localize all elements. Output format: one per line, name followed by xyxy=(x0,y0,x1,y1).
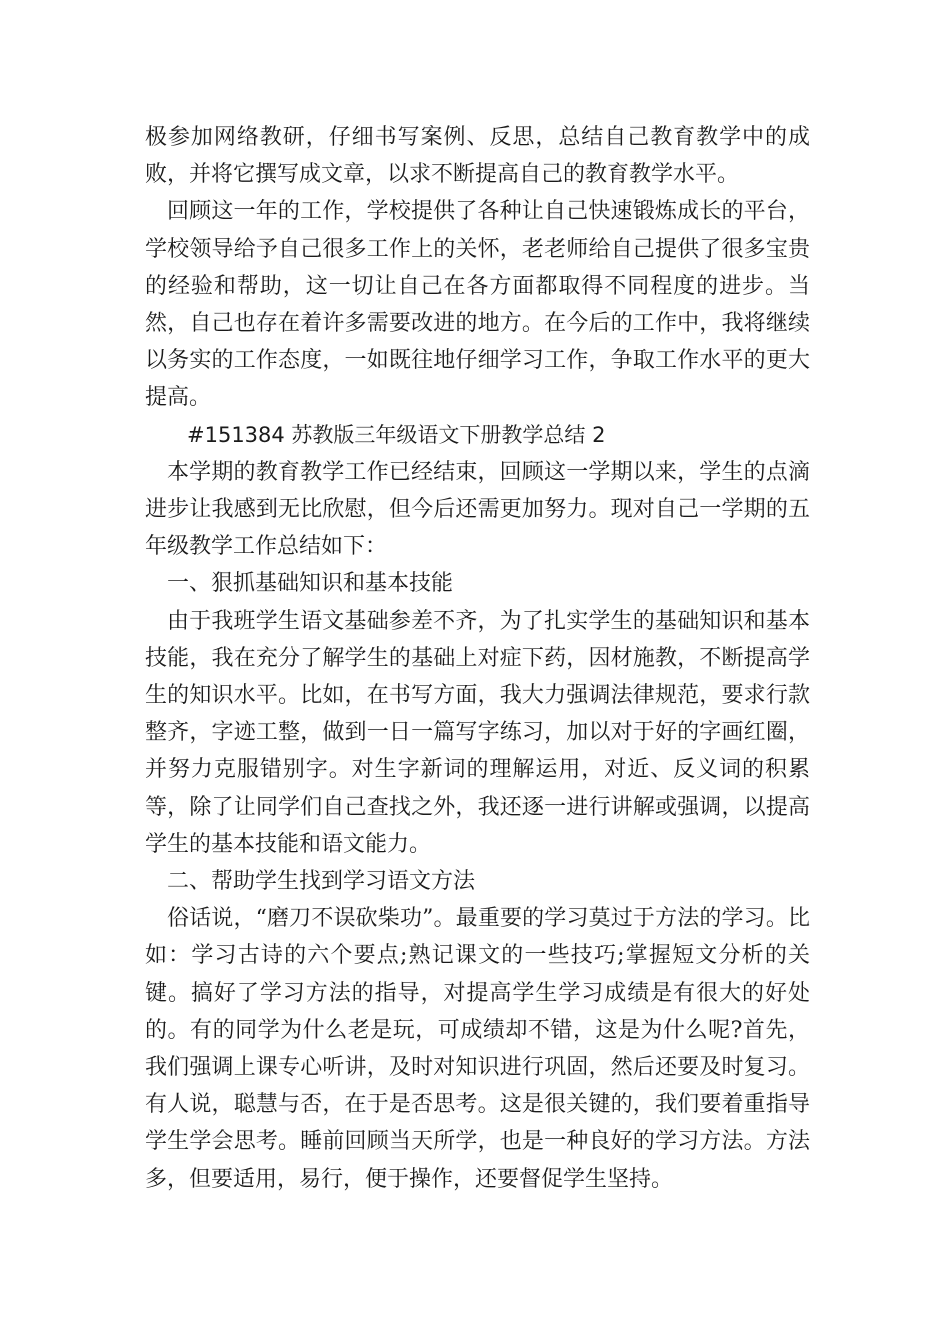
document-title: #151384 苏教版三年级语文下册教学总结 2 xyxy=(187,422,606,447)
paragraph-intro: 本学期的教育教学工作已经结束，回顾这一学期以来，学生的点滴进步让我感到无比欣慰，但今后还需更加努力。现对自己一学期的五年级教学工作总结如下： xyxy=(145,459,810,560)
paragraph-review: 回顾这一年的工作，学校提供了各种让自己快速锻炼成长的平台，学校领导给予自己很多工作上的关怀，老老师给自己提供了很多宝贵的经验和帮助，这一切让自己在各方面都取得不同程度的进步。当然，自己也存在着许多需要改进的地方。在今后的工作中，我将继续以务实的工作态度，一如既往地仔细学习工作，争取工作水平的更大提高。 xyxy=(145,199,810,411)
section-heading-1: 一、狠抓基础知识和基本技能 xyxy=(167,571,454,597)
paragraph-continuation: 极参加网络教研，仔细书写案例、反思，总结自己教育教学中的成败，并将它撰写成文章，以求不断提高自己的教育教学水平。 xyxy=(145,125,810,188)
document-body xyxy=(145,119,810,1198)
section-heading-2: 二、帮助学生找到学习语文方法 xyxy=(167,869,476,895)
paragraph-section-2: 俗话说，“磨刀不误砍柴功”。最重要的学习莫过于方法的学习。比如：学习古诗的六个要点;熟记课文的一些技巧;掌握短文分析的关键。搞好了学习方法的指导，对提高学生学习成绩是有很大的好处的。有的同学为什么老是玩，可成绩却不错，这是为什么呢?首先，我们强调上课专心听讲，及时对知识进行巩固，然后还要及时复习。有人说，聪慧与否，在于是否思考。这是很关键的，我们要着重指导学生学会思考。睡前回顾当天所学，也是一种良好的学习方法。方法多，但要适用，易行，便于操作，还要督促学生坚持。 xyxy=(145,906,810,1192)
paragraph-section-1: 由于我班学生语文基础参差不齐，为了扎实学生的基础知识和基本技能，我在充分了解学生的基础上对症下药，因材施教，不断提高学生的知识水平。比如，在书写方面，我大力强调法律规范，要求行款整齐，字迹工整，做到一日一篇写字练习，加以对于好的字画红圈，并努力克服错别字。对生字新词的理解运用，对近、反义词的积累等，除了让同学们自己查找之外，我还逐一进行讲解或强调，以提高学生的基本技能和语文能力。 xyxy=(145,608,810,857)
